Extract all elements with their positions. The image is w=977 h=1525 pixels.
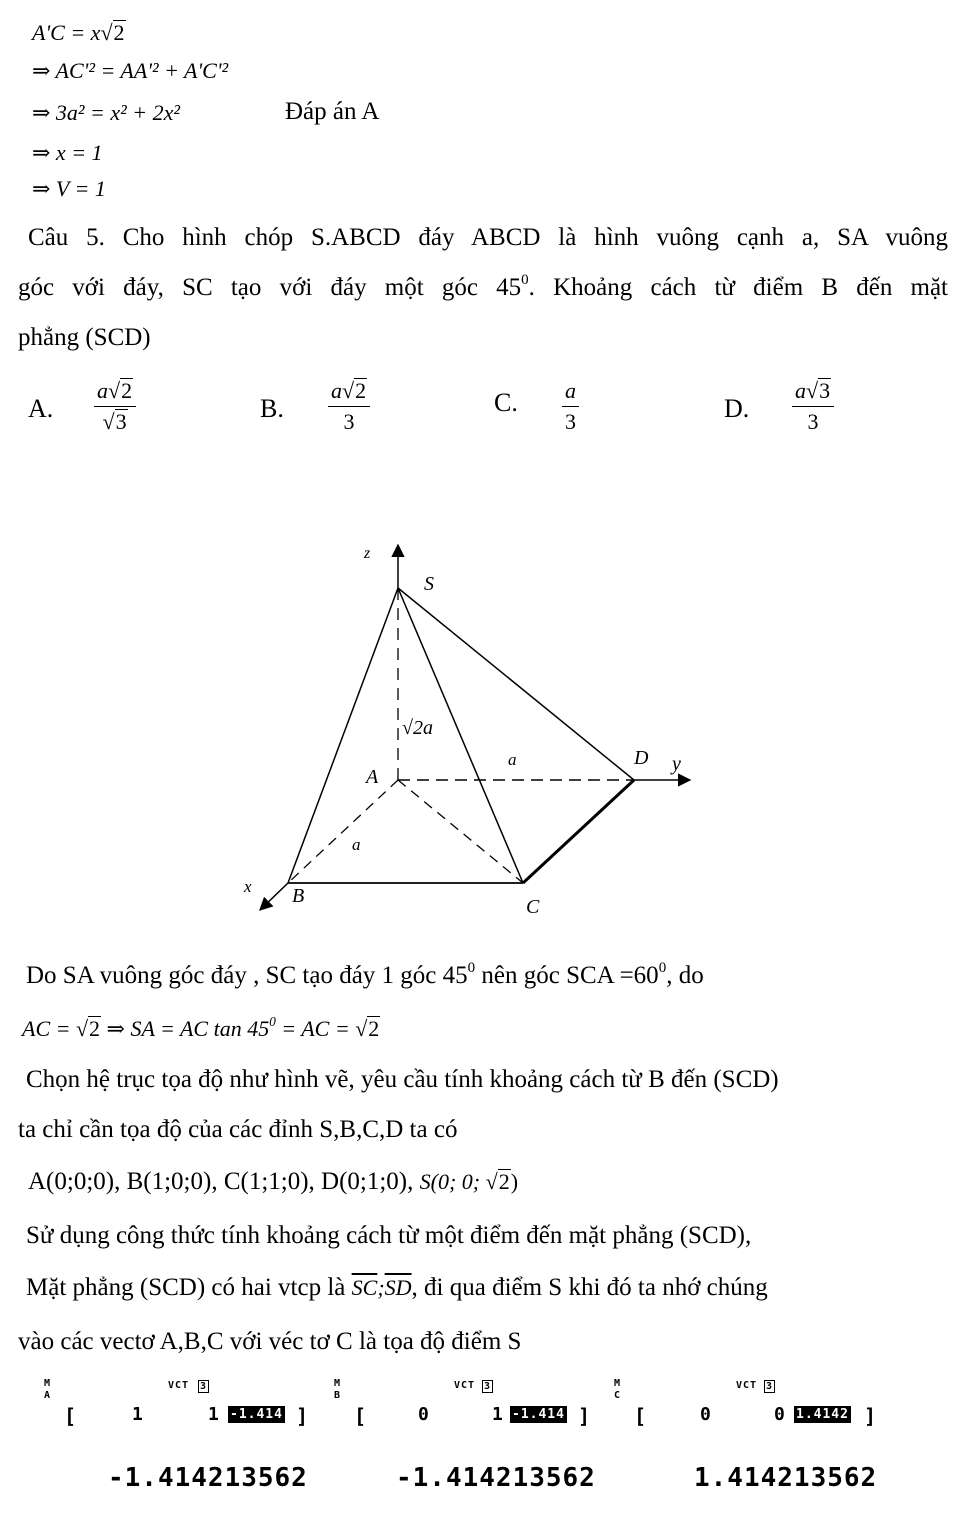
label-d: D: [634, 747, 649, 769]
option-d-fraction: $\frac{a√3}{3}$: [792, 378, 834, 435]
solution-para-6: vào các vectơ A,B,C với véc tơ C là tọa độ điểm S: [18, 1328, 522, 1355]
question-line-2: góc với đáy, SC tạo với đáy một góc $45^0$. Khoảng cách từ điểm B đến mặt: [18, 272, 949, 301]
label-a: A: [366, 766, 379, 788]
edge-sb: [288, 588, 398, 883]
label-c: C: [526, 896, 540, 918]
calc-screen-a: M A VCT 3 [ 1 1 -1.414 ]: [44, 1378, 309, 1428]
label-x: x: [244, 877, 252, 896]
solution-equation: AC = √2 ⇒ SA = AC $\tan 45^0$ = AC = √2: [22, 1014, 380, 1041]
option-c-fraction: $\frac{a}{3}$: [562, 378, 579, 435]
solution-coords: A(0;0;0), B(1;0;0), C(1;1;0), D(0;1;0), S(0; 0; √2): [28, 1168, 519, 1195]
solution-para-2: Chọn hệ trục tọa độ như hình vẽ, yêu cầu tính khoảng cách từ B đến (SCD): [26, 1066, 779, 1093]
solution-para-4: Sử dụng công thức tính khoảng cách từ một điểm đến mặt phẳng (SCD),: [26, 1222, 752, 1249]
label-height: √2a: [402, 717, 433, 739]
option-c-letter: C.: [494, 388, 518, 417]
solution-para-3: ta chỉ cần tọa độ của các đỉnh S,B,C,D ta có: [18, 1116, 458, 1143]
derivation-line-3: ⇒ 3a² = x² + 2x²: [32, 100, 180, 125]
solution-para-1: Do SA vuông góc đáy , SC tạo đáy 1 góc $45^0$ nên góc SCA $=60^0$, do: [26, 960, 704, 989]
label-s: S: [424, 573, 434, 595]
answer-note: Đáp án A: [285, 98, 380, 125]
result-3: 1.414213562: [694, 1463, 878, 1493]
result-1: -1.414213562: [108, 1463, 308, 1493]
solution-para-5: Mặt phẳng (SCD) có hai vtcp là $\overline{SC};\overline{SD}$, đi qua điểm S khi đó ta nhớ chúng: [26, 1274, 768, 1301]
option-a-letter: A.: [28, 394, 54, 423]
label-b: B: [292, 885, 305, 907]
calc-screen-c: M C VCT 3 [ 0 0 1.4142 ]: [614, 1378, 877, 1428]
pyramid-figure: [0, 530, 977, 930]
label-y: y: [672, 753, 681, 775]
derivation-line-2: ⇒ AC'² = AA'² + A'C'²: [32, 58, 229, 83]
edge-ac: [398, 780, 523, 883]
derivation-line-4: ⇒ x = 1: [32, 140, 103, 165]
edge-ab: [288, 780, 398, 883]
calc-screen-b: M B VCT 3 [ 0 1 -1.414 ]: [334, 1378, 591, 1428]
label-a-side: a: [352, 835, 361, 854]
label-a-top: a: [508, 750, 517, 769]
derivation-line-1: A'C = x√2: [32, 20, 125, 45]
x-axis: [260, 883, 288, 910]
option-d-letter: D.: [724, 394, 750, 423]
edge-cd: [523, 780, 634, 883]
result-2: -1.414213562: [396, 1463, 596, 1493]
question-line-1: Câu 5. Cho hình chóp S.ABCD đáy ABCD là hình vuông cạnh a, SA vuông: [28, 224, 948, 251]
question-line-3: phẳng (SCD): [18, 324, 151, 351]
derivation-line-5: ⇒ V = 1: [32, 176, 106, 201]
option-a-fraction: $\frac{a√2}{√3}$: [94, 378, 136, 435]
option-b-letter: B.: [260, 394, 284, 423]
option-b-fraction: $\frac{a√2}{3}$: [328, 378, 370, 435]
label-z: z: [364, 545, 371, 562]
